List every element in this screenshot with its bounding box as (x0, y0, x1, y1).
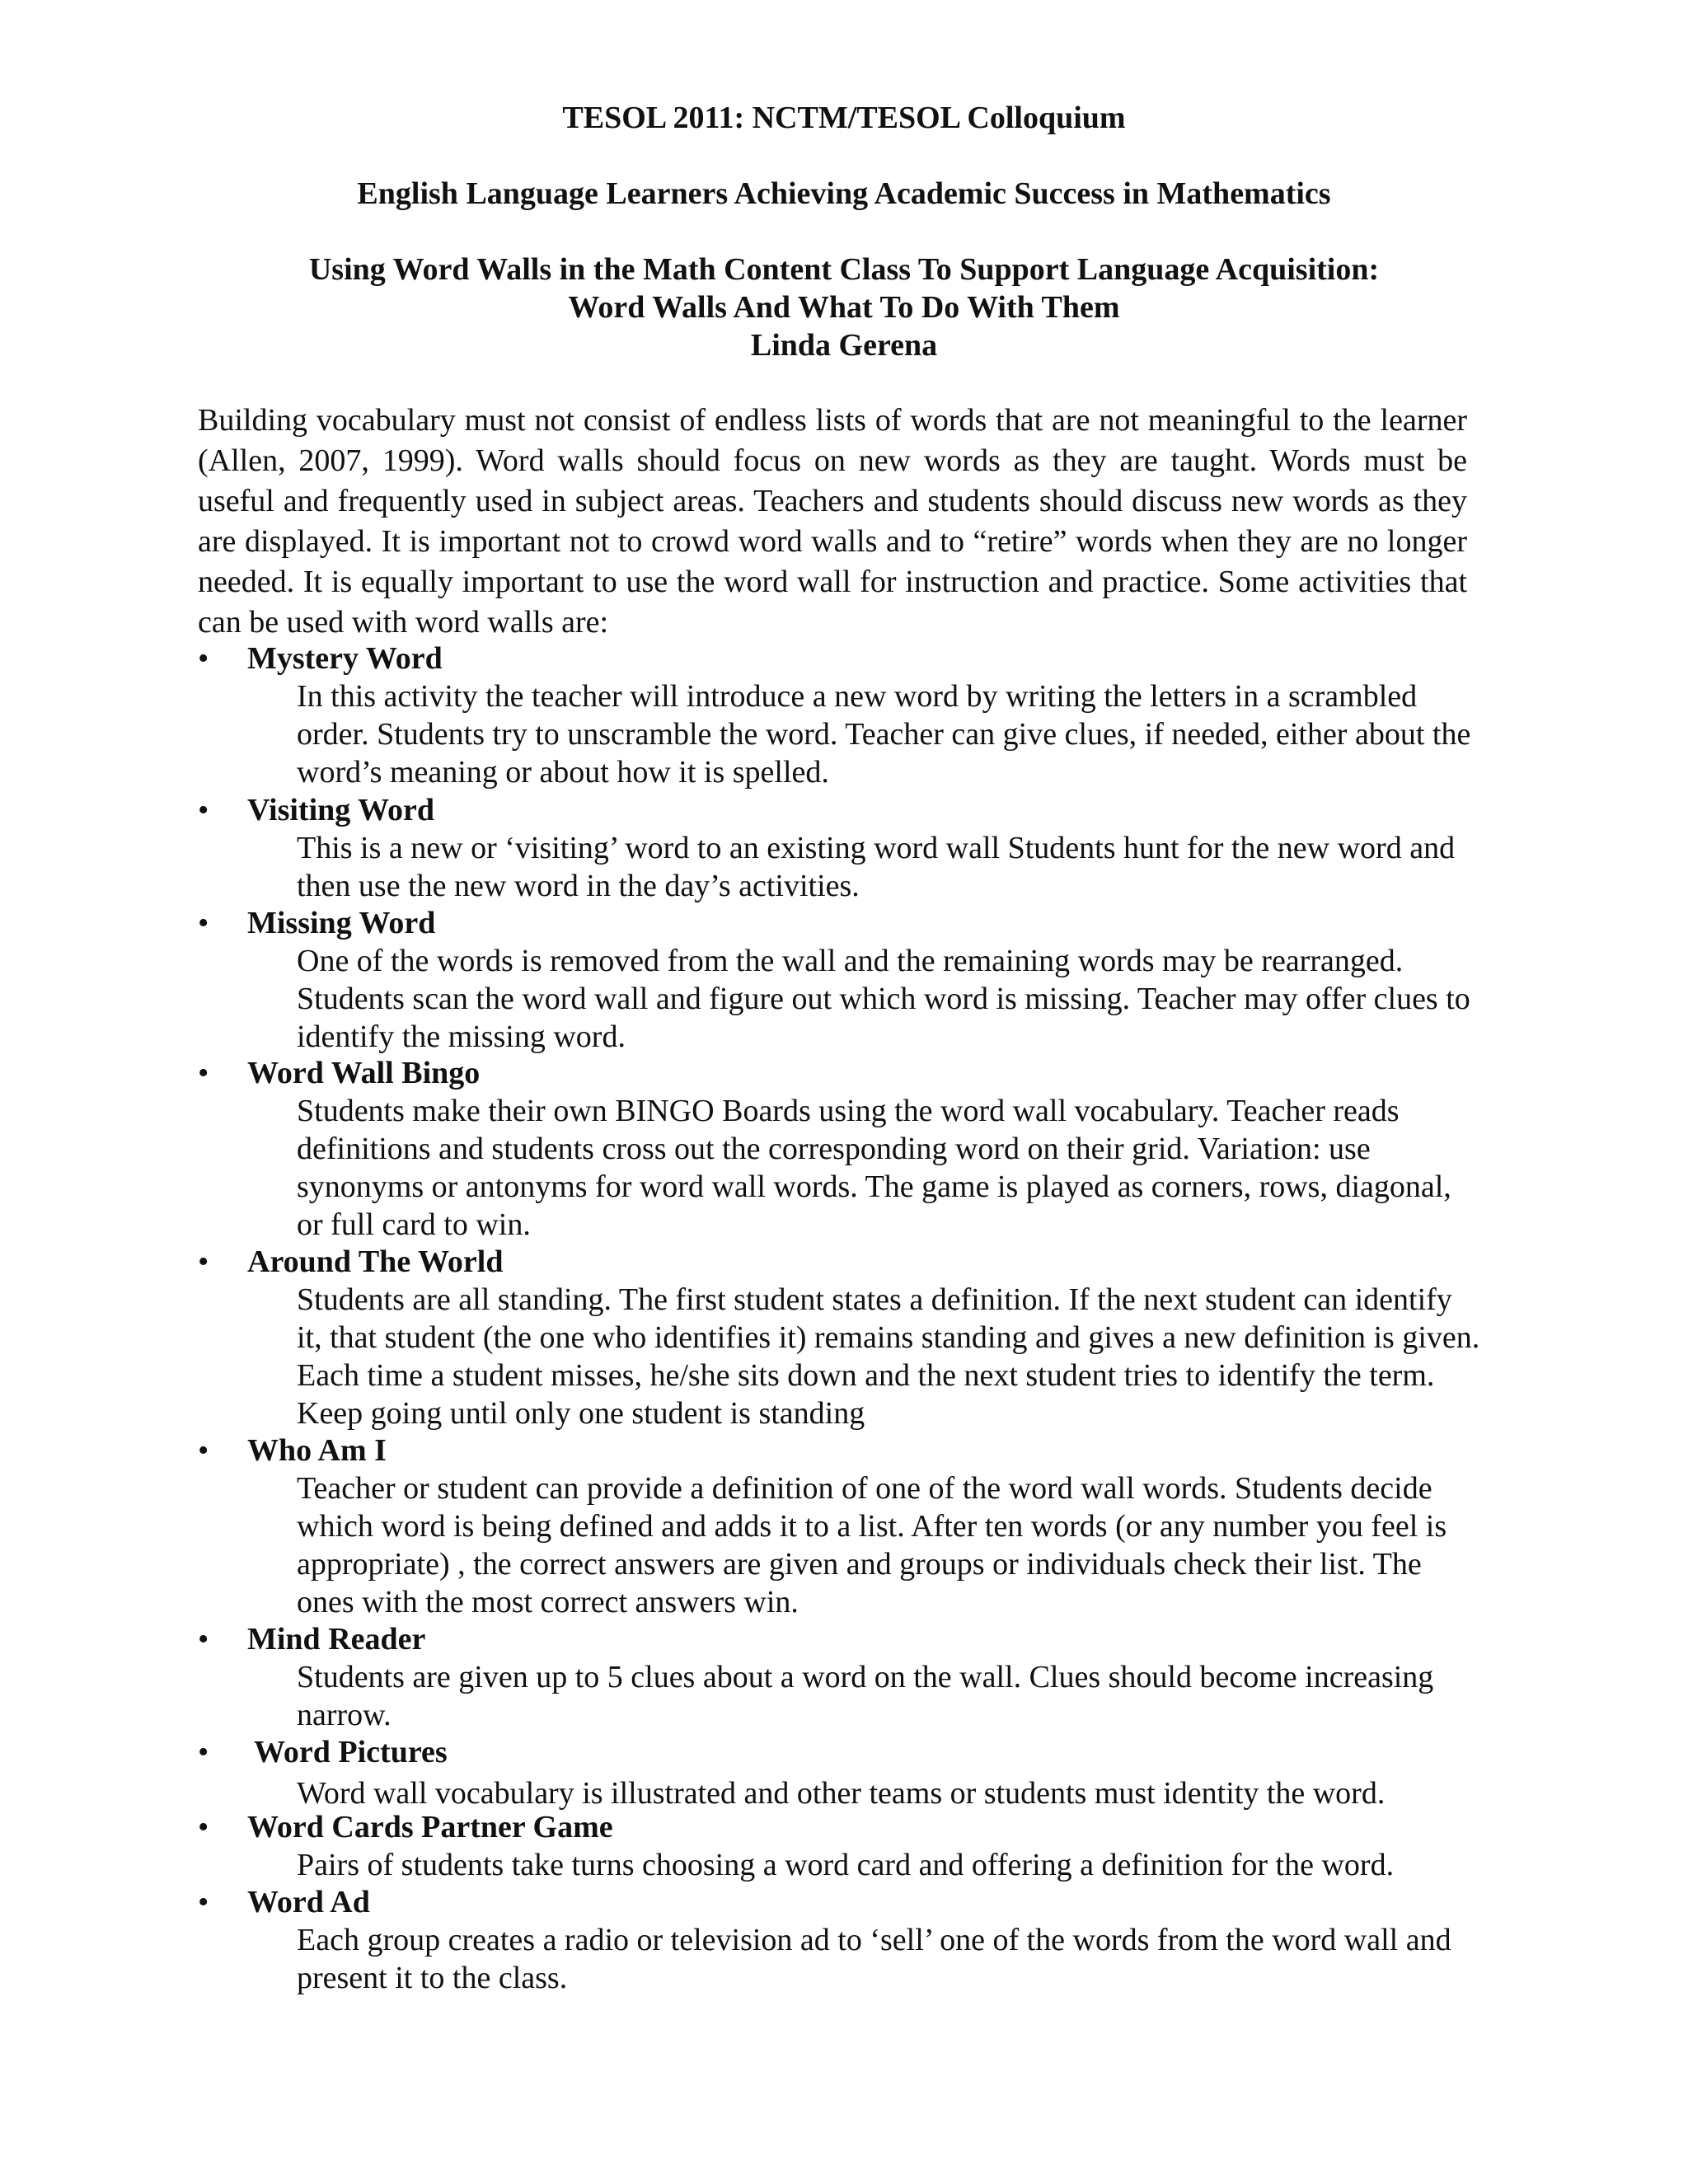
activity-description: This is a new or ‘visiting’ word to an existing word wall Students hunt for the new word and then use the new word in the day’s activities. (297, 831, 1456, 903)
activity-description: Pairs of students take turns choosing a word card and offering a definition for the word. (297, 1848, 1395, 1882)
bullet-icon: • (198, 1810, 209, 1844)
activity-description: Each group creates a radio or television ad to ‘sell’ one of the words from the word wall and present it to the class. (297, 1923, 1451, 1995)
bullet-icon: • (198, 1622, 209, 1657)
activity-title: Who Am I (247, 1433, 387, 1468)
activity-description: Word wall vocabulary is illustrated and other teams or students must identity the word. (297, 1776, 1386, 1811)
intro-paragraph: Building vocabulary must not consist of endless lists of words that are not meaningful to the learner (Allen, 2007, 1999). Word walls should focus on new words as they are taught. Words must be useful and frequently used in subject areas. Teachers and students should discuss new words as they are displayed. It is important not to crowd word walls and to “retire” words when they are no longer needed. It is equally important to use the word wall for instruction and practice. Some activities that can be used with word walls are: (198, 403, 1467, 640)
document-subtitle: English Language Learners Achieving Academic Success in Mathematics (357, 176, 1331, 211)
bullet-icon: • (198, 1056, 209, 1090)
activity-description: One of the words is removed from the wall and the remaining words may be rearranged. Students scan the word wall and figure out which word is missing. Teacher may offer clues to identify the missing word. (297, 944, 1470, 1054)
activity-title: Mystery Word (247, 641, 443, 676)
bullet-icon: • (198, 1244, 209, 1279)
activity-title: Word Cards Partner Game (247, 1810, 613, 1844)
document-title: TESOL 2011: NCTM/TESOL Colloquium (562, 101, 1126, 135)
bullet-icon: • (198, 793, 209, 827)
bullet-icon: • (198, 1735, 209, 1769)
activity-description: Students make their own BINGO Boards using the word wall vocabulary. Teacher reads definitions and students cross out the corresponding word on their grid. Variation: use synonyms or antonyms for word wall words. The game is played as corners, rows, diagonal, or full card to win. (297, 1094, 1451, 1242)
activity-title: Word Ad (247, 1885, 370, 1919)
bullet-icon: • (198, 1433, 209, 1468)
bullet-icon: • (198, 1885, 209, 1919)
activity-description: Teacher or student can provide a definition of one of the word wall words. Students decide which word is being defined and adds it to a list. After ten words (or any number you feel is appropriate) , the correct answers are given and groups or individuals check their list. The ones with the most correct answers win. (297, 1471, 1447, 1619)
activity-title: Missing Word (247, 906, 436, 940)
activity-description: Students are all standing. The first student states a definition. If the next student can identify it, that student (the one who identifies it) remains standing and gives a new definition is given. Each time a student misses, he/she sits down and the next student tries to identify the term. Keep going until only one student is standing (297, 1282, 1480, 1431)
activity-title: Word Wall Bingo (247, 1056, 481, 1090)
activity-title: Around The World (247, 1244, 504, 1279)
activity-description: Students are given up to 5 clues about a word on the wall. Clues should become increasing narrow. (297, 1660, 1434, 1732)
article-title-line1: Using Word Walls in the Math Content Class To Support Language Acquisition: (308, 252, 1380, 287)
author-name: Linda Gerena (750, 328, 938, 363)
bullet-icon: • (198, 906, 209, 940)
activity-title: Mind Reader (247, 1622, 426, 1657)
activity-description: In this activity the teacher will introduce a new word by writing the letters in a scrambled order. Students try to unscramble the word. Teacher can give clues, if needed, either about the word’s meaning or about how it is spelled. (297, 679, 1471, 790)
bullet-icon: • (198, 641, 209, 676)
activity-title: Visiting Word (247, 793, 434, 827)
activity-title: Word Pictures (254, 1735, 448, 1769)
article-title-line2: Word Walls And What To Do With Them (568, 290, 1120, 325)
